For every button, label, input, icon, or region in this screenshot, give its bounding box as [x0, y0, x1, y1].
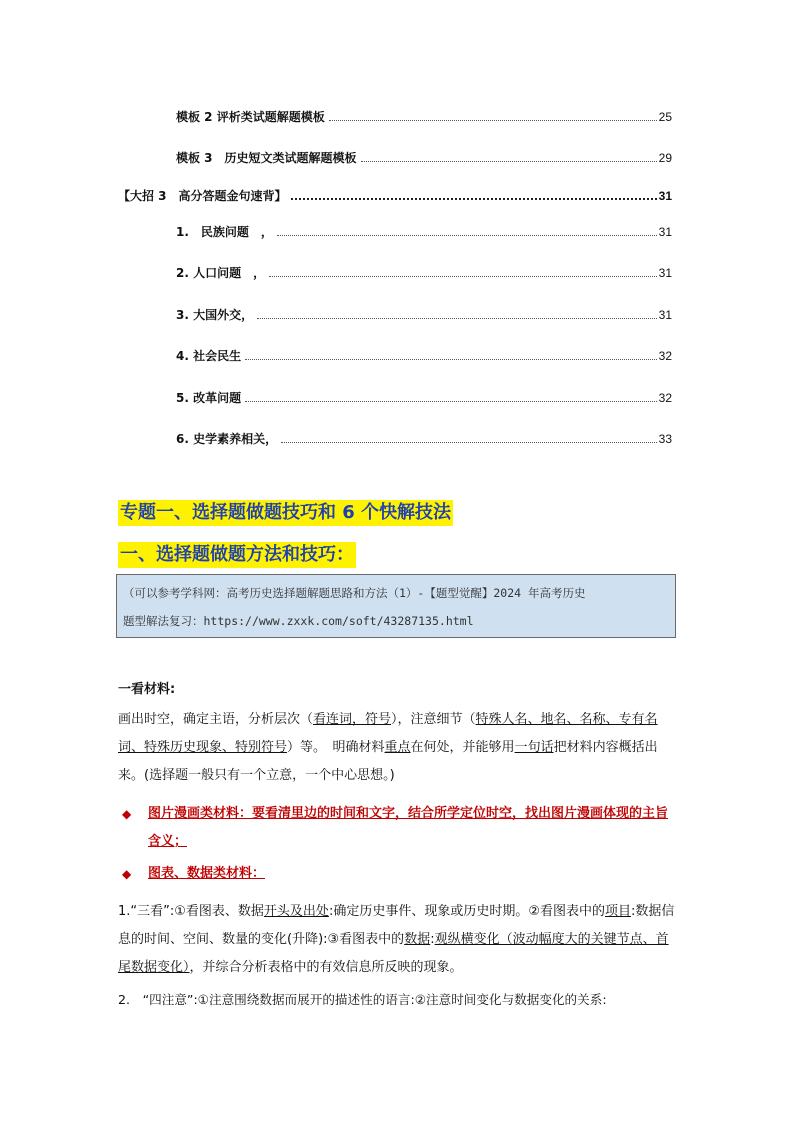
topic-heading: 专题一、选择题做题技巧和 6 个快解技法 — [118, 500, 453, 526]
toc-entry-page: 29 — [658, 151, 672, 165]
reference-box — [116, 574, 676, 638]
toc-leader-dots — [281, 441, 657, 443]
diamond-bullet-icon: ◆ — [122, 867, 132, 881]
text-run: :数据信息的时间、空间、数量的变化(升降):③看图表中的 — [118, 904, 675, 947]
toc-entry-reform[interactable] — [176, 390, 672, 406]
toc-entry-template-3[interactable] — [176, 150, 672, 166]
underlined-text: 开头及出处 — [263, 904, 329, 919]
section-heading: 一、选择题做题方法和技巧： — [118, 542, 356, 568]
point-three-looks — [118, 898, 678, 982]
text-run: : — [430, 932, 435, 947]
underlined-text: 观纵横变化（波动幅度大的关键节点、首尾数据变化） — [118, 932, 669, 975]
toc-entry-page: 31 — [658, 266, 672, 280]
toc-entry-page: 31 — [658, 225, 672, 239]
toc-entry-label: 模板 2 评析类试题解题模板 — [176, 110, 325, 124]
toc-entry-label: 5. 改革问题 — [176, 391, 242, 405]
toc-entry-label: 【大招 3 高分答题金句速背】 — [118, 189, 287, 203]
toc-entry-page: 32 — [658, 391, 672, 405]
text-run: 在何处，并能够用 — [410, 740, 515, 755]
diamond-bullet-icon: ◆ — [122, 807, 132, 821]
toc-leader-dots — [245, 358, 657, 360]
bullet-chart-material — [118, 860, 678, 888]
toc-entry-page: 31 — [658, 308, 672, 322]
toc-entry-historiography[interactable] — [176, 431, 672, 447]
reference-line-2[interactable]: 题型解法复习：https://www.zxxk.com/soft/43287135.html — [123, 614, 474, 628]
toc-leader-dots — [291, 197, 657, 200]
toc-leader-dots — [257, 317, 657, 319]
toc-entry-label: 4. 社会民生 — [176, 349, 242, 363]
underlined-text: 项目 — [604, 904, 631, 919]
toc-entry-livelihood[interactable] — [176, 348, 672, 364]
underlined-text: 看连词，符号 — [313, 712, 392, 727]
text-run: ），注意细节（ — [391, 712, 476, 727]
toc-entry-page: 33 — [658, 432, 672, 446]
toc-entry-label: 6. 史学素养相关， — [176, 432, 278, 446]
point-four-notes: 2. “四注意”:①注意围绕数据而展开的描述性的语言:②注意时间变化与数据变化的关系: — [118, 992, 607, 1007]
toc-entry-label: 模板 3 历史短文类试题解题模板 — [176, 151, 357, 165]
bullet-image-material — [118, 800, 678, 856]
toc-leader-dots — [245, 400, 657, 402]
toc-entry-diplomacy[interactable] — [176, 307, 672, 323]
text-run: ）等。 明确材料 — [287, 740, 385, 755]
underlined-text: 重点 — [384, 740, 411, 755]
underlined-text: 一句话 — [514, 740, 554, 755]
bullet-text: 图表、数据类材料： — [148, 866, 266, 881]
underlined-text: 特殊人名、地名、名称、专有名词、特殊历史现象、特别符号 — [118, 712, 658, 755]
toc-leader-dots — [361, 160, 657, 162]
text-run: 画出时空，确定主语，分析层次（ — [118, 712, 314, 727]
toc-entry-template-2[interactable] — [176, 109, 672, 125]
toc-entry-page: 32 — [658, 349, 672, 363]
underlined-text: 数据 — [404, 932, 431, 947]
look-material-paragraph — [118, 706, 678, 790]
text-run: 1.“三看”:①看图表、数据 — [118, 904, 264, 919]
reference-line-1: （可以参考学科网：高考历史选择题解题思路和方法（1）-【题型觉醒】2024 年高考历史 — [123, 586, 586, 600]
toc-leader-dots — [277, 234, 657, 236]
bullet-text: 图片漫画类材料：要看清里边的时间和文字，结合所学定位时空，找出图片漫画体现的主旨含义； — [148, 806, 669, 849]
toc-entry-label: 3. 大国外交， — [176, 308, 254, 322]
toc-entry-major-3[interactable] — [118, 188, 672, 204]
toc-entry-label: 1. 民族问题 ， — [176, 225, 273, 239]
toc-entry-population[interactable] — [176, 265, 672, 281]
toc-entry-label: 2. 人口问题 ， — [176, 266, 266, 280]
toc-leader-dots — [269, 275, 657, 277]
text-run: :确定历史事件、现象或历史时期。②看图表中的 — [328, 904, 605, 919]
text-run: ，并综合分析表格中的有效信息所反映的现象。 — [189, 960, 463, 975]
look-material-title: 一看材料: — [118, 682, 176, 697]
toc-entry-ethnic[interactable] — [176, 224, 672, 240]
toc-leader-dots — [329, 119, 657, 121]
text-run: 把材料内容概括出来。(选择题一般只有一个立意，一个中心思想。) — [118, 740, 658, 783]
toc-entry-page: 25 — [658, 110, 672, 124]
toc-entry-page: 31 — [658, 189, 672, 203]
